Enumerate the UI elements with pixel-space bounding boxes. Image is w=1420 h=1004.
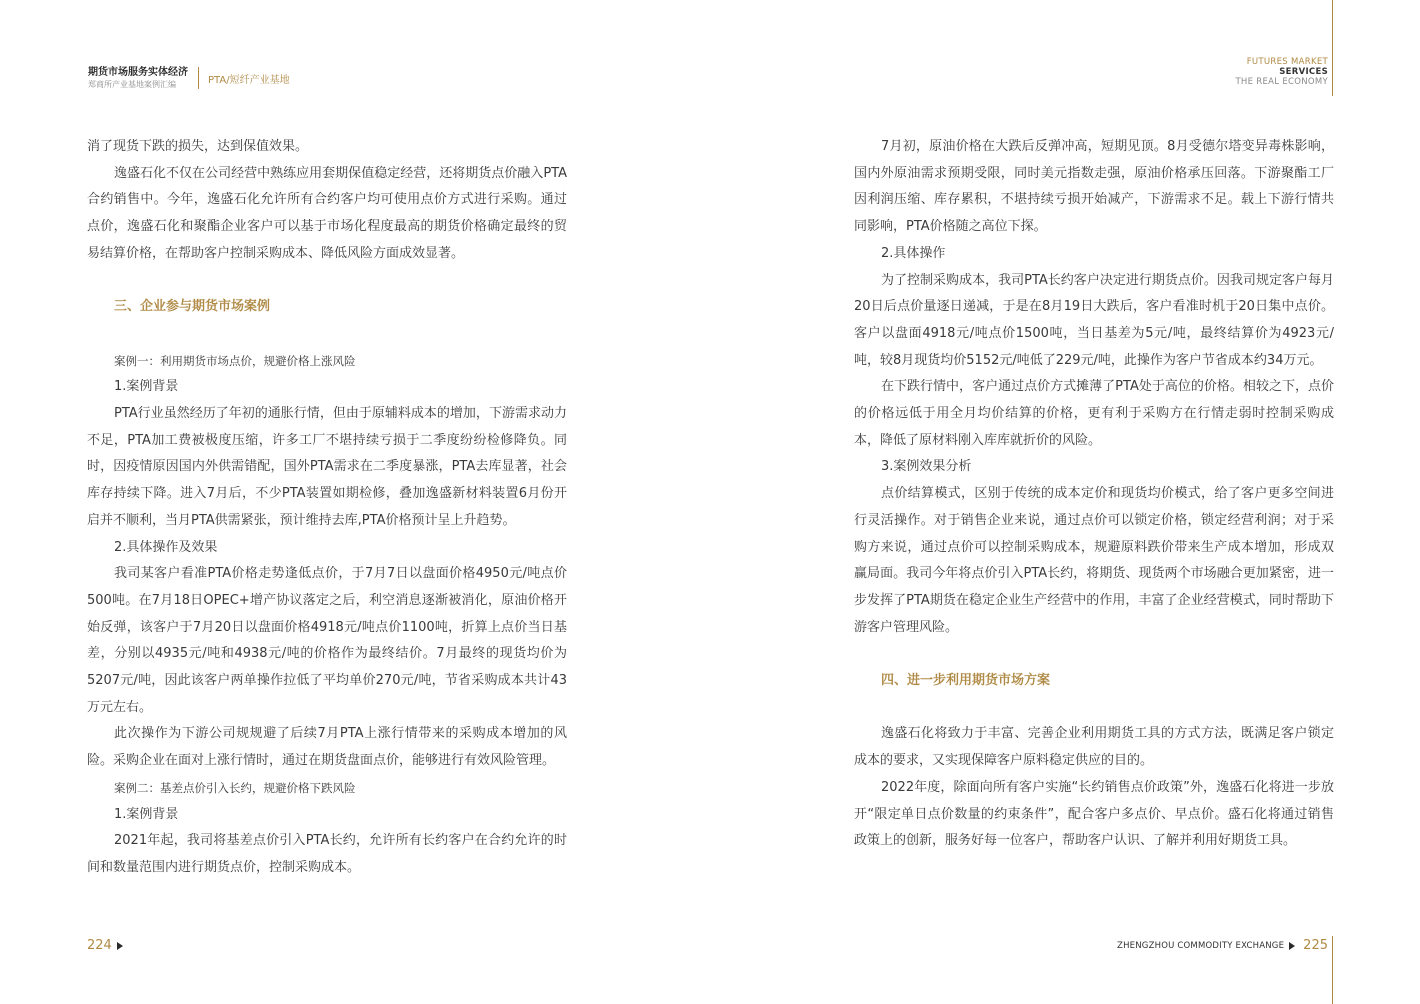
footer-right: [1117, 938, 1328, 953]
left-page-column: [87, 134, 567, 882]
paragraph: 为了控制采购成本，我司PTA长约客户决定进行期货点价。因我司规定客户每月20日后点价量逐日递减，于是在8月19日大跌后，客户看准时机于20日集中点价。客户以盘面4918元/吨点价1500吨，当日基差为5元/吨，最终结算价为4923元/吨，较8月现货均价5152元/吨低了229元/吨，此操作为客户节省成本约34万元。: [854, 272, 1334, 368]
paragraph: PTA行业虽然经历了年初的通胀行情，但由于原辅料成本的增加，下游需求动力不足，PTA加工费被极度压缩，许多工厂不堪持续亏损于二季度纷纷检修降负。同时，因疫情原因国内外供需错配，国外PTA需求在二季度暴涨，PTA去库显著，社会库存持续下降。进入7月后，不少PTA装置如期检修，叠加逸盛新材料装置6月份开启并不顺利，当月PTA供需紧张，预计维持去库,PTA价格预计呈上升趋势。: [87, 406, 567, 528]
paragraph: 我司某客户看准PTA价格走势逢低点价，于7月7日以盘面价格4950元/吨点价500吨。在7月18日OPEC+增产协议落定之后，利空消息逐渐被消化，原油价格开始反弹，该客户于7月20日以盘面价格4918元/吨点价1100吨，折算上点价当日基差，分别以4935元/吨和4938元/吨的价格作为最终结价。7月最终的现货均价为5207元/吨，因此该客户两单操作拉低了平均单价270元/吨，节省采购成本共计43万元左右。: [87, 566, 567, 715]
header-divider: [198, 67, 199, 89]
tagline-line-1: FUTURES MARKET: [1246, 57, 1328, 67]
paragraph: 2022年度，除面向所有客户实施“长约销售点价政策”外，逸盛石化将进一步放开“限定单日点价数量的约束条件”，配合客户多点价、早点价。盛石化将通过销售政策上的创新，服务好每一位客户，帮助客户认识、了解并利用好期货工具。: [854, 779, 1334, 849]
right-page-column: [854, 134, 1334, 855]
spacer: [854, 641, 1334, 668]
subheading: 2.具体操作: [881, 245, 946, 261]
triangle-right-icon: [117, 942, 123, 950]
section-heading: 四、进一步利用期货市场方案: [881, 673, 1051, 689]
page-number-right: 225: [1303, 938, 1328, 953]
paragraph: 在下跌行情中，客户通过点价方式摊薄了PTA处于高位的价格。相较之下，点价的价格远低于用全月均价结算的价格，更有利于采购方在行情走弱时控制采购成本，降低了原材料刚入库库就折价的风险。: [854, 379, 1334, 448]
paragraph: 7月初，原油价格在大跌后反弹冲高，短期见顶。8月受德尔塔变异毒株影响，国内外原油需求预期受限，同时美元指数走强，原油价格承压回落。下游聚酯工厂因利润压缩、库存累积，不堪持续亏损开始减产，下游需求不足。载上下游行情共同影响，PTA价格随之高位下探。: [854, 139, 1334, 235]
case-title: 案例一：利用期货市场点价，规避价格上涨风险: [114, 353, 356, 368]
subheading: 3.案例效果分析: [881, 459, 972, 475]
page-number-left: 224: [87, 938, 112, 953]
tagline-line-3: THE REAL ECONOMY: [1235, 77, 1328, 87]
subheading: 1.案例背景: [114, 379, 179, 395]
case-title: 案例二：基差点价引入长约，规避价格下跌风险: [114, 780, 356, 795]
top-vertical-rule: [1332, 0, 1333, 96]
header-right: [1235, 57, 1328, 87]
exchange-name: ZHENGZHOU COMMODITY EXCHANGE: [1117, 940, 1285, 951]
spacer: [87, 268, 567, 295]
header-left: [88, 66, 290, 90]
subheading: 1.案例背景: [114, 806, 179, 822]
bottom-vertical-rule: [1332, 936, 1333, 1004]
subheading: 2.具体操作及效果: [114, 539, 218, 555]
publication-subtitle: 郑商所产业基地案例汇编: [88, 80, 176, 89]
tagline-line-2: SERVICES: [1279, 67, 1328, 77]
paragraph: 消了现货下跌的损失，达到保值效果。: [87, 139, 309, 154]
triangle-right-icon: [1289, 942, 1295, 950]
spacer: [854, 695, 1334, 722]
section-heading: 三、企业参与期货市场案例: [114, 299, 271, 315]
publication-title: 期货市场服务实体经济: [88, 67, 188, 78]
paragraph: 逸盛石化不仅在公司经营中熟练应用套期保值稳定经营，还将期货点价融入PTA合约销售中。今年，逸盛石化允许所有合约客户均可使用点价方式进行采购。通过点价，逸盛石化和聚酯企业客户可以基于市场化程度最高的期货价格确定最终的贸易结算价格，在帮助客户控制采购成本、降低风险方面成效显著。: [87, 165, 567, 261]
footer-left: [87, 938, 123, 953]
paragraph: 逸盛石化将致力于丰富、完善企业利用期货工具的方式方法，既满足客户锁定成本的要求，又实现保障客户原料稳定供应的目的。: [854, 726, 1334, 769]
paragraph: 此次操作为下游公司规规避了后续7月PTA上涨行情带来的采购成本增加的风险。采购企业在面对上涨行情时，通过在期货盘面点价，能够进行有效风险管理。: [87, 726, 567, 769]
paragraph: 点价结算模式，区别于传统的成本定价和现货均价模式，给了客户更多空间进行灵活操作。对于销售企业来说，通过点价可以锁定价格，锁定经营利润；对于采购方来说，通过点价可以控制采购成本，规避原料跌价带来生产成本增加，形成双赢局面。我司今年将点价引入PTA长约，将期货、现货两个市场融合更加紧密，进一步发挥了PTA期货在稳定企业生产经营中的作用，丰富了企业经营模式，同时帮助下游客户管理风险。: [854, 486, 1334, 635]
publication-title-block: [88, 66, 188, 90]
paragraph: 2021年起，我司将基差点价引入PTA长约，允许所有长约客户在合约允许的时间和数量范围内进行期货点价，控制采购成本。: [87, 833, 567, 875]
spacer: [87, 321, 567, 348]
section-name: PTA/短纤产业基地: [208, 74, 290, 86]
